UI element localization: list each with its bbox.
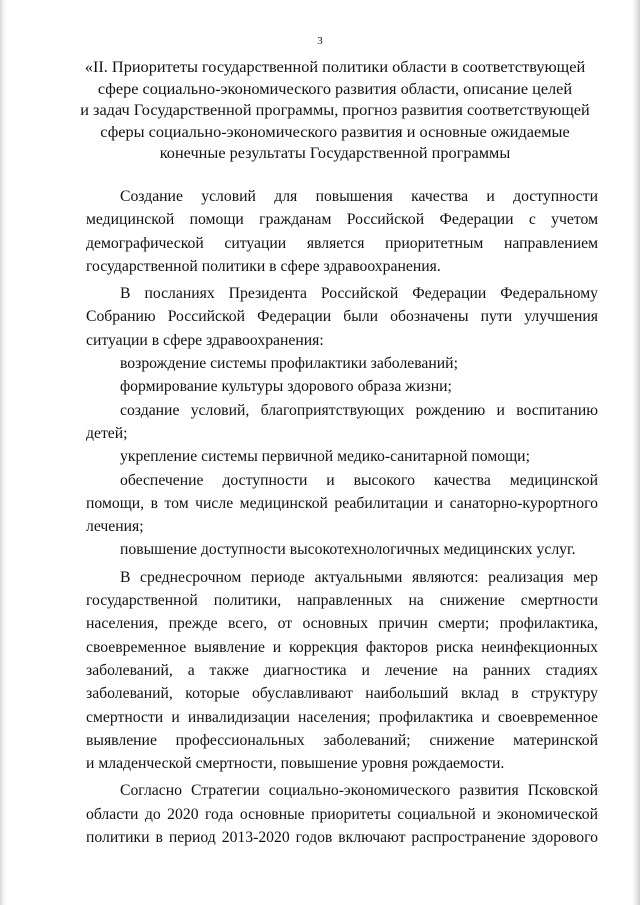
list-item: укрепление системы первичной медико-санитарной помощи; <box>120 448 530 466</box>
heading-line: сферы социально-экономического развития и основные ожидаемые <box>100 121 570 141</box>
paragraph-line: своевременное выявление и коррекция факторов риска неинфекционных <box>86 638 598 656</box>
paragraph-line: заболеваний, которые обуславливают наибольший вклад в структуру <box>86 685 598 703</box>
scan-edge-right <box>632 0 640 905</box>
paragraph-line: государственной политики, направленных на снижение смертности <box>86 592 598 610</box>
paragraph-line: Собранию Российской Федерации были обозначены пути улучшения <box>86 308 598 326</box>
paragraph-line: смертности и инвалидизации населения; профилактика и своевременное <box>86 708 598 726</box>
page-number: 3 <box>317 35 323 47</box>
list-item-continuation: детей; <box>86 424 128 442</box>
paragraph-line: политики в период 2013-2020 годов включают распространение здорового <box>86 829 598 847</box>
heading-line: и задач Государственной программы, прогноз развития соответствующей <box>80 100 590 119</box>
section-heading <box>70 56 600 164</box>
paragraph-line: медицинской помощи гражданам Российской Федерации с учетом <box>86 211 598 229</box>
paragraph-line: Согласно Стратегии социально-экономического развития Псковской <box>120 782 598 800</box>
paragraph-line: демографической ситуации является приоритетным направлением <box>86 234 598 252</box>
body-text <box>86 185 598 849</box>
scan-edge-left <box>0 0 6 905</box>
paragraph-line: В посланиях Президента Российской Федерации Федеральному <box>120 285 598 303</box>
list-item: возрождение системы профилактики заболеваний; <box>120 355 458 373</box>
list-item-continuation: лечения; <box>86 518 144 536</box>
list-item: формирование культуры здорового образа жизни; <box>120 378 452 396</box>
list-item-continuation: помощи, в том числе медицинской реабилитации и санаторно-курортного <box>86 494 598 512</box>
paragraph-line: заболеваний, а также диагностика и лечение на ранних стадиях <box>86 661 598 679</box>
paragraph-line: и младенческой смертности, повышение уровня рождаемости. <box>86 755 505 773</box>
paragraph-line: населения, прежде всего, от основных причин смерти; профилактика, <box>86 615 598 633</box>
paragraph-line: области до 2020 года основные приоритеты социальной и экономической <box>86 805 598 823</box>
heading-line: «II. Приоритеты государственной политики области в соответствующей <box>84 57 586 76</box>
heading-line: конечные результаты Государственной программы <box>159 143 511 162</box>
paragraph-line: ситуации в сфере здравоохранения: <box>86 331 324 349</box>
paragraph-line: выявление профессиональных заболеваний; снижение материнской <box>86 731 598 749</box>
list-item: повышение доступности высокотехнологичных медицинских услуг. <box>120 541 576 559</box>
list-item: обеспечение доступности и высокого качества медицинской <box>120 471 598 489</box>
heading-line: сфере социально-экономического развития области, описание целей <box>97 78 573 98</box>
list-item: создание условий, благоприятствующих рождению и воспитанию <box>120 401 598 419</box>
paragraph-line: государственной политики в сфере здравоохранения. <box>86 257 441 275</box>
paragraph-line: Создание условий для повышения качества и доступности <box>120 188 598 205</box>
paragraph-line: В среднесрочном периоде актуальными являются: реализация мер <box>120 568 598 586</box>
